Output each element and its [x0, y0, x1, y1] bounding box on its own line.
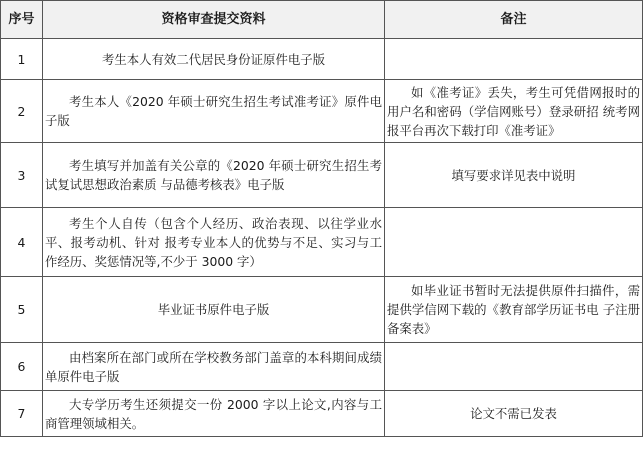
row-note	[385, 343, 643, 391]
header-notes: 备注	[385, 1, 643, 39]
row-note: 如毕业证书暂时无法提供原件扫描件，需提供学信网下载的《教育部学历证书电 子注册备案表》	[385, 277, 643, 343]
row-num: 3	[1, 143, 43, 208]
table-row	[1, 391, 643, 437]
table-row	[1, 277, 643, 343]
row-num: 4	[1, 208, 43, 277]
row-note: 如《准考证》丢失，考生可凭借网报时的用户名和密码（学信网账号）登录研招 统考网报平台再次下载打印《准考证》	[385, 80, 643, 143]
header-materials: 资格审查提交资料	[43, 1, 385, 39]
row-note: 填写要求详见表中说明	[385, 143, 643, 208]
row-note	[385, 208, 643, 277]
row-material: 毕业证书原件电子版	[43, 277, 385, 343]
row-num: 5	[1, 277, 43, 343]
row-material: 考生填写并加盖有关公章的《2020 年硕士研究生招生考试复试思想政治素质 与品德考核表》电子版	[43, 143, 385, 208]
row-num: 6	[1, 343, 43, 391]
row-note: 论文不需已发表	[385, 391, 643, 437]
table-row	[1, 39, 643, 80]
row-num: 7	[1, 391, 43, 437]
row-material: 由档案所在部门或所在学校教务部门盖章的本科期间成绩单原件电子版	[43, 343, 385, 391]
row-num: 2	[1, 80, 43, 143]
row-note	[385, 39, 643, 80]
table-header-row	[1, 1, 643, 39]
table-row	[1, 208, 643, 277]
row-num: 1	[1, 39, 43, 80]
table-row	[1, 80, 643, 143]
row-material: 考生本人《2020 年硕士研究生招生考试准考证》原件电子版	[43, 80, 385, 143]
row-material: 大专学历考生还须提交一份 2000 字以上论文,内容与工商管理领域相关。	[43, 391, 385, 437]
row-material: 考生个人自传（包含个人经历、政治表现、以往学业水平、报考动机、针对 报考专业本人的优势与不足、实习与工作经历、奖惩情况等,不少于 3000 字）	[43, 208, 385, 277]
row-material: 考生本人有效二代居民身份证原件电子版	[43, 39, 385, 80]
header-num: 序号	[1, 1, 43, 39]
table-row	[1, 343, 643, 391]
table-row	[1, 143, 643, 208]
